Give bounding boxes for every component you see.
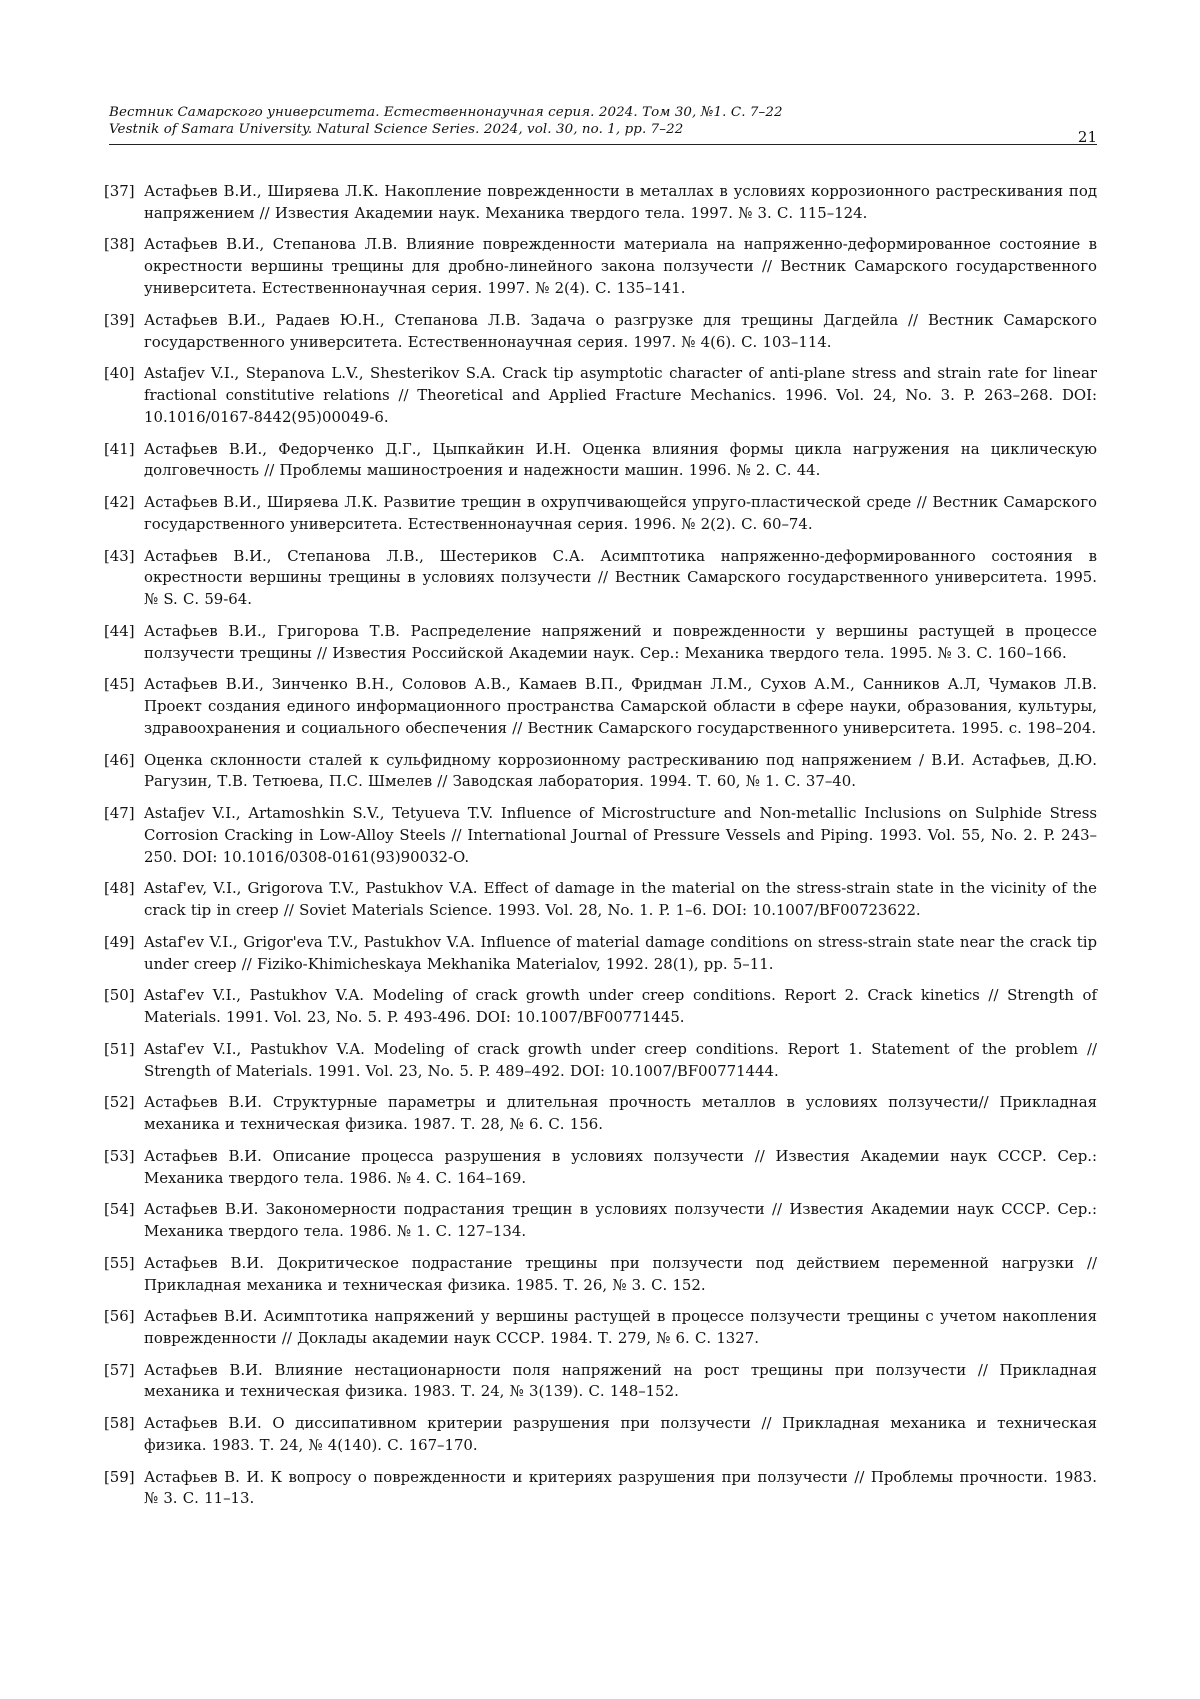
reference-number: [39] (104, 310, 135, 329)
reference-text: Астафьев В.И. Описание процесса разрушения в условиях ползучести // Известия Академии наук СССР. Сер.: Механика твердого тела. 1986. № 4. С. 164–169. (144, 1146, 1097, 1187)
reference-item (104, 878, 1097, 922)
reference-item (104, 985, 1097, 1029)
reference-text: Астафьев В.И. Влияние нестационарности поля напряжений на рост трещины при ползучести // Прикладная механика и техническая физика. 1983. Т. 24, № 3(139). С. 148–152. (144, 1360, 1097, 1401)
reference-number: [42] (104, 493, 135, 512)
reference-text: Astaf'ev, V.I., Grigorova T.V., Pastukhov V.A. Effect of damage in the material on the stress-strain state in the vicinity of the crack tip in creep // Soviet Materials Science. 1993. Vol. 28, No. 1. P. 1–6. DOI: 10.1007/BF00723622. (144, 879, 1097, 920)
reference-item (104, 1092, 1097, 1136)
reference-text: Astafjev V.I., Stepanova L.V., Shesterikov S.A. Crack tip asymptotic character of anti-plane stress and strain rate for linear fractional constitutive relations // Theoretical and Applied Fracture Mechanics. 1996. Vol. 24, No. 3. P. 263–268. DOI: 10.1016/0167-8442(95)00049-6. (144, 364, 1097, 426)
reference-number: [44] (104, 621, 135, 640)
reference-number: [45] (104, 675, 135, 694)
reference-item (104, 234, 1097, 299)
reference-number: [43] (104, 546, 135, 565)
reference-text: Астафьев В.И., Степанова Л.В., Шестериков С.А. Асимптотика напряженно-деформированного состояния в окрестности вершины трещины в условиях ползучести // Вестник Самарского государственного университета. 1995. № S. С. 59-64. (144, 546, 1097, 609)
reference-text: Астафьев В.И., Степанова Л.В. Влияние поврежденности материала на напряженно-деформированное состояние в окрестности вершины трещины для дробно-линейного закона ползучести // Вестник Самарского государственного университета. Естественнонаучная серия. 1997. № 2(4). С. 135–141. (144, 235, 1097, 298)
reference-text: Астафьев В.И. О диссипативном критерии разрушения при ползучести // Прикладная механика и техническая физика. 1983. Т. 24, № 4(140). С. 167–170. (144, 1414, 1097, 1454)
reference-item (104, 439, 1097, 483)
reference-number: [52] (104, 1093, 135, 1112)
reference-number: [49] (104, 932, 135, 951)
reference-text: Astaf'ev V.I., Grigor'eva T.V., Pastukhov V.A. Influence of material damage conditions on stress-strain state near the crack tip under creep // Fiziko-Khimicheskaya Mekhanika Materialov, 1992. 28(1), pp. 5–11. (144, 932, 1097, 973)
running-header (109, 104, 1097, 145)
reference-number: [41] (104, 439, 135, 458)
reference-number: [38] (104, 235, 135, 254)
reference-text: Астафьев В.И. Докритическое подрастание трещины при ползучести под действием переменной нагрузки // Прикладная механика и техническая физика. 1985. Т. 26, № 3. С. 152. (144, 1253, 1097, 1294)
reference-item (104, 363, 1097, 428)
reference-list (104, 181, 1097, 1520)
reference-number: [50] (104, 986, 135, 1005)
reference-text: Астафьев В.И., Ширяева Л.К. Накопление поврежденности в металлах в условиях коррозионного растрескивания под напряжением // Известия Академии наук. Механика твердого тела. 1997. № 3. С. 115–124. (144, 182, 1097, 222)
reference-item (104, 1039, 1097, 1083)
reference-text: Астафьев В.И., Ширяева Л.К. Развитие трещин в охрупчивающейся упруго-пластической среде // Вестник Самарского государственного университета. Естественнонаучная серия. 1996. № 2(2). С. 60–74. (144, 493, 1097, 533)
reference-item (104, 621, 1097, 665)
reference-number: [51] (104, 1039, 135, 1058)
reference-number: [54] (104, 1200, 135, 1219)
reference-number: [55] (104, 1253, 135, 1272)
journal-title-russian: Вестник Самарского университета. Естественнонаучная серия. 2024. Том 30, №1. С. 7–22 (109, 105, 783, 120)
journal-title-english: Vestnik of Samara University. Natural Science Series. 2024, vol. 30, no. 1, pp. 7–22 (109, 122, 684, 137)
reference-text: Астафьев В.И. Закономерности подрастания трещин в условиях ползучести // Известия Академии наук СССР. Сер.: Механика твердого тела. 1986. № 1. С. 127–134. (144, 1200, 1097, 1241)
reference-item (104, 1253, 1097, 1297)
reference-item (104, 1199, 1097, 1243)
reference-item (104, 546, 1097, 611)
reference-number: [48] (104, 879, 135, 898)
reference-item (104, 310, 1097, 354)
reference-number: [47] (104, 804, 135, 823)
reference-item (104, 1467, 1097, 1511)
reference-text: Астафьев В.И. Структурные параметры и длительная прочность металлов в условиях ползучести// Прикладная механика и техническая физика. 1987. Т. 28, № 6. С. 156. (144, 1093, 1097, 1134)
reference-text: Astafjev V.I., Artamoshkin S.V., Tetyueva T.V. Influence of Microstructure and Non-metallic Inclusions on Sulphide Stress Corrosion Cracking in Low-Alloy Steels // International Journal of Pressure Vessels and Piping. 1993. Vol. 55, No. 2. P. 243–250. DOI: 10.1016/0308-0161(93)90032-O. (144, 804, 1097, 866)
reference-number: [40] (104, 364, 135, 383)
reference-item (104, 674, 1097, 739)
reference-number: [56] (104, 1307, 135, 1326)
reference-text: Оценка склонности сталей к сульфидному коррозионному растрескиванию под напряжением / В.И. Астафьев, Д.Ю. Рагузин, Т.В. Тетюева, П.С. Шмелев // Заводская лаборатория. 1994. Т. 60, № 1. С. 37–40. (144, 750, 1097, 791)
reference-item (104, 1413, 1097, 1457)
reference-item (104, 932, 1097, 976)
reference-text: Астафьев В.И., Федорченко Д.Г., Цыпкайкин И.Н. Оценка влияния формы цикла нагружения на циклическую долговечность // Проблемы машиностроения и надежности машин. 1996. № 2. С. 44. (144, 439, 1097, 480)
reference-text: Astaf'ev V.I., Pastukhov V.A. Modeling of crack growth under creep conditions. Report 2. Crack kinetics // Strength of Materials. 1991. Vol. 23, No. 5. P. 493-496. DOI: 10.1007/BF00771445. (144, 986, 1097, 1027)
reference-item (104, 181, 1097, 225)
reference-text: Astaf'ev V.I., Pastukhov V.A. Modeling of crack growth under creep conditions. Report 1. Statement of the problem // Strength of Materials. 1991. Vol. 23, No. 5. P. 489–492. DOI: 10.1007/BF00771444. (144, 1039, 1097, 1080)
reference-text: Астафьев В.И. Асимптотика напряжений у вершины растущей в процессе ползучести трещины с учетом накопления поврежденности // Доклады академии наук СССР. 1984. Т. 279, № 6. С. 1327. (144, 1307, 1097, 1347)
reference-text: Астафьев В. И. К вопросу о поврежденности и критериях разрушения при ползучести // Проблемы прочности. 1983. № 3. С. 11–13. (144, 1467, 1097, 1508)
reference-item (104, 1306, 1097, 1350)
reference-text: Астафьев В.И., Радаев Ю.Н., Степанова Л.В. Задача о разгрузке для трещины Дагдейла // Вестник Самарского государственного университета. Естественнонаучная серия. 1997. № 4(6). С. 103–114. (144, 310, 1097, 351)
reference-number: [53] (104, 1146, 135, 1165)
reference-item (104, 1146, 1097, 1190)
reference-item (104, 492, 1097, 536)
reference-number: [46] (104, 750, 135, 769)
reference-number: [58] (104, 1414, 135, 1433)
reference-number: [59] (104, 1467, 135, 1486)
reference-text: Астафьев В.И., Зинченко В.Н., Соловов А.В., Камаев В.П., Фридман Л.М., Сухов А.М., Санников А.Л, Чумаков Л.В. Проект создания единого информационного пространства Самарской области в сфере науки, образования, культуры, здравоохранения и социального обеспечения // Вестник Самарского государственного университета. 1995. с. 198–204. (144, 675, 1097, 737)
reference-item (104, 803, 1097, 868)
reference-number: [37] (104, 182, 135, 200)
page-number: 21 (1077, 128, 1097, 146)
reference-text: Астафьев В.И., Григорова Т.В. Распределение напряжений и поврежденности у вершины растущей в процессе ползучести трещины // Известия Российской Академии наук. Сер.: Механика твердого тела. 1995. № 3. С. 160–166. (144, 621, 1097, 662)
reference-item (104, 750, 1097, 794)
reference-item (104, 1360, 1097, 1404)
reference-number: [57] (104, 1360, 135, 1379)
